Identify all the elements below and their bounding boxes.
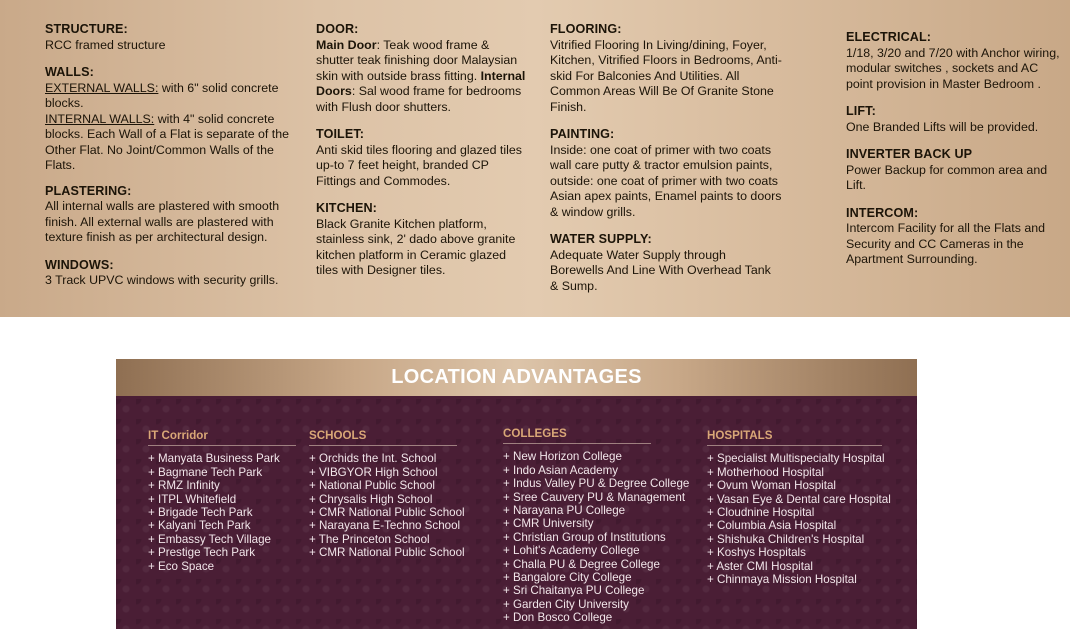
list-item: + Sree Cauvery PU & Management [503, 490, 686, 504]
list-item: + Shishuka Children's Hospital [707, 532, 865, 546]
spec-structure [45, 22, 290, 53]
spec-kitchen [316, 201, 528, 279]
location-list [309, 452, 465, 559]
spec-walls [45, 65, 290, 174]
spec-heading: FLOORING: [550, 22, 622, 36]
spec-lift [846, 104, 1061, 135]
spec-text [45, 81, 290, 112]
category-heading: HOSPITALS [707, 429, 882, 446]
spec-heading: WALLS: [45, 65, 94, 79]
spec-heading: WATER SUPPLY: [550, 232, 652, 246]
list-item: + Narayana PU College [503, 504, 626, 518]
spec-text [45, 112, 290, 174]
list-item: + Embassy Tech Village [148, 532, 271, 546]
list-item: + RMZ Infinity [148, 479, 220, 493]
list-item: + Manyata Business Park [148, 452, 280, 466]
main-door-text: : Teak wood frame & shutter teak finishing door Malaysian skin with outside brass fitting. [316, 37, 518, 83]
spec-water-supply [550, 232, 782, 294]
list-item: + Narayana E-Techno School [309, 519, 461, 533]
spec-heading: DOOR: [316, 22, 359, 36]
spec-text: 3 Track UPVC windows with security grills. [45, 273, 279, 287]
list-item: + Aster CMI Hospital [707, 559, 813, 573]
list-item: + Lohit's Academy College [503, 544, 640, 558]
list-item: + Challa PU & Degree College [503, 557, 660, 571]
spec-text: All internal walls are plastered with smooth finish. All external walls are plastered with texture finish as per architectural design. [45, 199, 280, 244]
list-item: + Ovum Woman Hospital [707, 479, 836, 493]
category-heading: SCHOOLS [309, 429, 457, 446]
location-category-hospitals [707, 429, 891, 586]
location-category-it-corridor [148, 429, 296, 573]
spec-electrical [846, 30, 1061, 92]
spec-text: Inside: one coat of primer with two coats wall care putty & tractor emulsion paints, outside: one coat of primer with two coats Asian apex paints, Enamel paints to doors & window grills. [550, 142, 782, 219]
location-advantages-panel [116, 359, 917, 629]
list-item: + Columbia Asia Hospital [707, 519, 837, 533]
spec-heading: WINDOWS: [45, 257, 114, 272]
spec-column-3 [550, 22, 782, 304]
category-heading: COLLEGES [503, 427, 651, 444]
spec-text: RCC framed structure [45, 37, 166, 52]
spec-heading: PLASTERING: [45, 183, 132, 198]
list-item: + Bagmane Tech Park [148, 465, 263, 479]
location-category-colleges [503, 427, 689, 625]
list-item: + Orchids the Int. School [309, 452, 437, 466]
list-item: + The Princeton School [309, 532, 430, 546]
list-item: + CMR National Public School [309, 506, 465, 520]
internal-doors-text: : Sal wood frame for bedrooms with Flush door shutters. [316, 84, 522, 114]
list-item: + Vasan Eye & Dental care Hospital [707, 492, 891, 506]
specifications-panel [0, 0, 1070, 317]
list-item: + Specialist Multispecialty Hospital [707, 452, 885, 466]
category-heading: IT Corridor [148, 429, 296, 446]
spec-heading: INVERTER BACK UP [846, 147, 973, 161]
spec-heading: TOILET: [316, 127, 365, 141]
location-list [148, 452, 296, 573]
external-walls-text: with 6" solid concrete blocks. [45, 80, 279, 110]
spec-windows [45, 258, 290, 289]
list-item: + Garden City University [503, 597, 629, 611]
list-item: + Chinmaya Mission Hospital [707, 573, 857, 587]
list-item: + Cloudnine Hospital [707, 506, 815, 520]
list-item: + Sri Chaitanya PU College [503, 584, 645, 598]
list-item: + Koshys Hospitals [707, 546, 806, 560]
spec-column-4 [846, 30, 1061, 278]
main-door-label: Main Door [316, 37, 377, 52]
list-item: + Indo Asian Academy [503, 463, 619, 477]
spec-text: Power Backup for common area and Lift. [846, 162, 1048, 192]
spec-heading: STRUCTURE: [45, 22, 128, 36]
spec-text: Vitrified Flooring In Living/dining, Foyer, Kitchen, Vitrified Floors in Bedrooms, Anti-skid For Balconies And Utilities. All Common Areas Will Be Of Granite Stone Finish. [550, 37, 782, 114]
location-list [503, 450, 689, 624]
list-item: + Motherhood Hospital [707, 465, 824, 479]
list-item: + Bangalore City College [503, 571, 632, 585]
list-item: + Christian Group of Institutions [503, 530, 666, 544]
spec-text: Adequate Water Supply through Borewells And Line With Overhead Tank & Sump. [550, 247, 771, 293]
spec-text: One Branded Lifts will be provided. [846, 119, 1039, 134]
internal-walls-label: INTERNAL WALLS: [45, 111, 155, 126]
spec-text: Black Granite Kitchen platform, stainless sink, 2' dado above granite kitchen platform in Ceramic glazed tiles with Designer tiles. [316, 216, 516, 277]
list-item: + National Public School [309, 479, 435, 493]
internal-walls-text: with 4" solid concrete blocks. Each Wall of a Flat is separate of the Other Flat. No Joint/Common Walls of the Flats. [45, 111, 290, 172]
spec-heading: PAINTING: [550, 127, 615, 141]
list-item: + CMR National Public School [309, 546, 465, 560]
list-item: + Eco Space [148, 559, 215, 573]
spec-text: Intercom Facility for all the Flats and Security and CC Cameras in the Apartment Surrounding. [846, 221, 1046, 266]
spec-heading: INTERCOM: [846, 205, 919, 220]
list-item: + ITPL Whitefield [148, 492, 237, 506]
spec-intercom [846, 206, 1061, 268]
list-item: + Don Bosco College [503, 611, 613, 625]
spec-inverter [846, 147, 1061, 194]
list-item: + Brigade Tech Park [148, 506, 253, 520]
spec-heading: LIFT: [846, 104, 876, 118]
spec-painting [550, 127, 782, 220]
list-item: + Prestige Tech Park [148, 546, 256, 560]
list-item: + Chrysalis High School [309, 492, 433, 506]
spec-text: Anti skid tiles flooring and glazed tiles up-to 7 feet height, branded CP Fittings and Commodes. [316, 142, 522, 188]
spec-text [316, 38, 528, 116]
list-item: + VIBGYOR High School [309, 465, 438, 479]
list-item: + New Horizon College [503, 450, 622, 464]
spec-column-2 [316, 22, 528, 289]
spec-door [316, 22, 528, 115]
list-item: + Indus Valley PU & Degree College [503, 477, 690, 491]
location-list [707, 452, 891, 586]
location-title: LOCATION ADVANTAGES [391, 366, 642, 388]
spec-plastering [45, 184, 290, 246]
spec-column-1 [45, 22, 290, 299]
spec-flooring [550, 22, 782, 115]
spec-heading: KITCHEN: [316, 201, 377, 215]
spec-heading: ELECTRICAL: [846, 30, 932, 44]
spec-text: 1/18, 3/20 and 7/20 with Anchor wiring, modular switches , sockets and AC point provision in Master Bedroom . [846, 45, 1060, 91]
external-walls-label: EXTERNAL WALLS: [45, 80, 159, 95]
list-item: + CMR University [503, 517, 594, 531]
internal-doors-label: Internal Doors [316, 68, 526, 98]
spec-toilet [316, 127, 528, 189]
location-category-schools [309, 429, 465, 560]
list-item: + Kalyani Tech Park [148, 519, 251, 533]
